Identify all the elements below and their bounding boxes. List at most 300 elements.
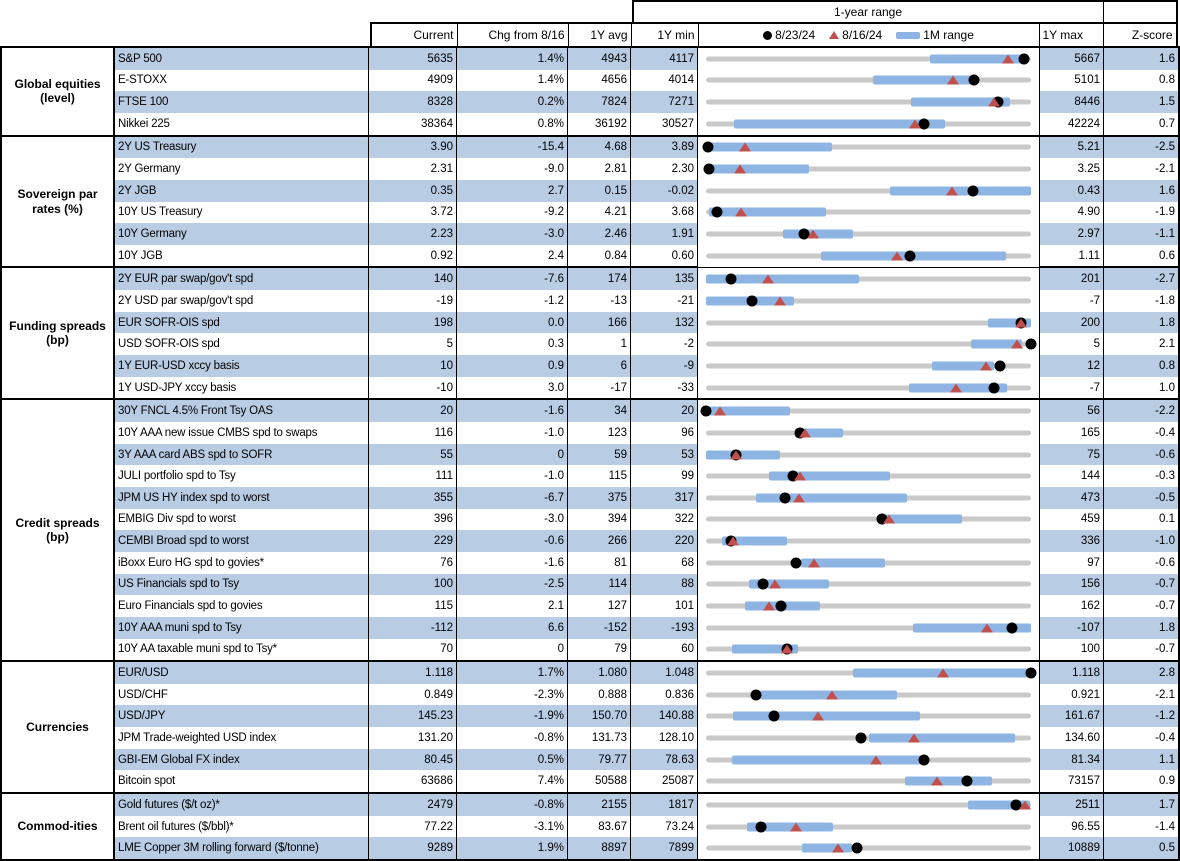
cell-1y-max: -7 (1040, 377, 1104, 399)
cell-1y-max: -107 (1040, 617, 1104, 639)
prior-week-triangle-marker-icon (946, 186, 958, 195)
current-dot-marker-icon (769, 711, 780, 722)
range-chart (698, 617, 1040, 639)
one-month-range-bar (709, 208, 826, 217)
row-name: JPM Trade-weighted USD index (115, 727, 369, 749)
cell-1y-avg: 266 (568, 530, 631, 552)
cell-1y-max: 3.25 (1040, 158, 1104, 180)
range-track-area (706, 312, 1031, 334)
cell-zscore: 1.1 (1104, 749, 1178, 771)
cell-chg-from-8-16: -2.5 (457, 574, 568, 596)
prior-week-triangle-marker-icon (937, 668, 949, 677)
col-header-chg: Chg from 8/16 (458, 22, 569, 46)
cell-zscore: -0.6 (1104, 552, 1178, 574)
prior-week-triangle-marker-icon (799, 428, 811, 437)
cell-1y-avg: 115 (568, 465, 631, 487)
cell-current: 4909 (369, 70, 457, 92)
cell-1y-min: -9 (631, 355, 698, 377)
prior-week-triangle-marker-icon (891, 251, 903, 260)
one-month-range-bar (706, 143, 832, 152)
cell-chg-from-8-16: 2.1 (457, 595, 568, 617)
cell-zscore: 1.6 (1104, 180, 1178, 202)
cell-current: 111 (369, 465, 457, 487)
header-row-columns (116, 22, 1178, 46)
row-name: LME Copper 3M rolling forward ($/tonne) (115, 837, 369, 859)
cell-chg-from-8-16: -0.8% (457, 794, 568, 816)
cell-zscore: 0.9 (1104, 770, 1178, 792)
cell-zscore: -2.1 (1104, 684, 1178, 706)
cell-zscore: -2.7 (1104, 268, 1178, 290)
range-chart (698, 487, 1040, 509)
row-name: Brent oil futures ($/bbl)* (115, 816, 369, 838)
range-track-area (706, 509, 1031, 531)
row-name: Bitcoin spot (115, 770, 369, 792)
cell-zscore: 1.5 (1104, 91, 1178, 113)
cell-current: 5635 (369, 48, 457, 70)
row-name: 2Y USD par swap/gov't spd (115, 290, 369, 312)
cell-1y-max: 2511 (1040, 794, 1104, 816)
row-name: S&P 500 (115, 48, 369, 70)
prior-week-triangle-marker-icon (794, 472, 806, 481)
range-track-area (706, 377, 1031, 399)
range-chart (698, 749, 1040, 771)
row-name: EUR/USD (115, 662, 369, 684)
cell-chg-from-8-16: 0.5% (457, 749, 568, 771)
table-row (115, 312, 1178, 334)
range-track-area (706, 727, 1031, 749)
chart-legend (699, 22, 1040, 46)
range-track-area (706, 202, 1031, 224)
header-spacer (116, 0, 632, 22)
range-chart (698, 180, 1040, 202)
prior-week-triangle-marker-icon (1002, 54, 1014, 63)
one-year-range-track (706, 846, 1031, 851)
cell-zscore: -2.1 (1104, 158, 1178, 180)
col-header-1y-max: 1Y max (1040, 22, 1104, 46)
header-row-range-title (116, 0, 1178, 22)
range-track-area (706, 290, 1031, 312)
cell-current: 355 (369, 487, 457, 509)
cell-1y-min: 20 (631, 400, 698, 422)
row-name: 1Y USD-JPY xccy basis (115, 377, 369, 399)
cell-1y-min: 73.24 (631, 816, 698, 838)
cell-1y-avg: 0.84 (568, 245, 631, 267)
cell-zscore: 1.8 (1104, 617, 1178, 639)
cell-chg-from-8-16: 0 (457, 444, 568, 466)
cell-chg-from-8-16: -0.8% (457, 727, 568, 749)
range-chart (698, 574, 1040, 596)
cell-1y-avg: 8897 (568, 837, 631, 859)
range-chart (698, 113, 1040, 135)
cell-zscore: -1.0 (1104, 530, 1178, 552)
range-chart (698, 70, 1040, 92)
cell-chg-from-8-16: -0.6 (457, 530, 568, 552)
cell-1y-min: 7271 (631, 91, 698, 113)
row-name: 10Y AAA muni spd to Tsy (115, 617, 369, 639)
range-chart (698, 509, 1040, 531)
cell-zscore: -0.4 (1104, 422, 1178, 444)
range-track-area (706, 400, 1031, 422)
cell-1y-avg: 4.68 (568, 137, 631, 159)
cell-current: 0.35 (369, 180, 457, 202)
prior-week-triangle-marker-icon (763, 602, 775, 611)
cell-zscore: -0.4 (1104, 727, 1178, 749)
cell-chg-from-8-16: 1.9% (457, 837, 568, 859)
cell-zscore: 0.5 (1104, 837, 1178, 859)
cell-zscore: 0.1 (1104, 509, 1178, 531)
current-dot-marker-icon (1019, 53, 1030, 64)
cell-1y-min: 1817 (631, 794, 698, 816)
table-body (0, 46, 1180, 861)
cell-1y-max: 459 (1040, 509, 1104, 531)
table-row (115, 617, 1178, 639)
row-name: Euro Financials spd to govies (115, 595, 369, 617)
cell-1y-max: 73157 (1040, 770, 1104, 792)
cell-current: 2.31 (369, 158, 457, 180)
section-rows (115, 48, 1178, 135)
cell-1y-avg: 79 (568, 639, 631, 661)
cell-current: 3.90 (369, 137, 457, 159)
cell-chg-from-8-16: -1.6 (457, 400, 568, 422)
cell-1y-max: 81.34 (1040, 749, 1104, 771)
cell-1y-min: 25087 (631, 770, 698, 792)
range-chart (698, 770, 1040, 792)
cell-1y-min: 317 (631, 487, 698, 509)
cell-1y-max: 4.90 (1040, 202, 1104, 224)
cell-1y-min: 88 (631, 574, 698, 596)
cell-1y-avg: 1.080 (568, 662, 631, 684)
cell-current: 70 (369, 639, 457, 661)
cell-1y-max: 1.118 (1040, 662, 1104, 684)
cell-current: 229 (369, 530, 457, 552)
cell-1y-min: 1.048 (631, 662, 698, 684)
row-name: USD/CHF (115, 684, 369, 706)
range-chart (698, 290, 1040, 312)
triangle-marker-icon (829, 31, 839, 39)
cell-1y-min: 322 (631, 509, 698, 531)
prior-week-triangle-marker-icon (980, 361, 992, 370)
cell-1y-max: 156 (1040, 574, 1104, 596)
cell-1y-avg: 2.81 (568, 158, 631, 180)
cell-chg-from-8-16: 0.8% (457, 113, 568, 135)
prior-week-triangle-marker-icon (781, 645, 793, 654)
table-row (115, 770, 1178, 792)
range-track-area (706, 705, 1031, 727)
cell-zscore: -1.4 (1104, 816, 1178, 838)
range-chart (698, 333, 1040, 355)
table-row (115, 70, 1178, 92)
cell-chg-from-8-16: 2.4 (457, 245, 568, 267)
cell-1y-min: 7899 (631, 837, 698, 859)
cell-chg-from-8-16: 6.6 (457, 617, 568, 639)
cell-1y-max: 97 (1040, 552, 1104, 574)
cell-current: 140 (369, 268, 457, 290)
cell-current: 0.92 (369, 245, 457, 267)
cell-1y-max: 200 (1040, 312, 1104, 334)
cell-1y-min: 140.88 (631, 705, 698, 727)
table-row (115, 48, 1178, 70)
range-track-area (706, 794, 1031, 816)
prior-week-triangle-marker-icon (734, 165, 746, 174)
range-chart (698, 48, 1040, 70)
cell-chg-from-8-16: 0.3 (457, 333, 568, 355)
row-name: 2Y EUR par swap/gov't spd (115, 268, 369, 290)
current-dot-marker-icon (758, 579, 769, 590)
table-row (115, 530, 1178, 552)
current-dot-marker-icon (968, 185, 979, 196)
range-chart (698, 552, 1040, 574)
row-name: 2Y JGB (115, 180, 369, 202)
cell-current: 198 (369, 312, 457, 334)
cell-1y-min: 0.60 (631, 245, 698, 267)
range-chart (698, 422, 1040, 444)
cell-1y-max: 5.21 (1040, 137, 1104, 159)
row-name: iBoxx Euro HG spd to govies* (115, 552, 369, 574)
cell-1y-min: 30527 (631, 113, 698, 135)
prior-week-triangle-marker-icon (826, 690, 838, 699)
current-dot-marker-icon (904, 250, 915, 261)
cell-1y-min: 2.30 (631, 158, 698, 180)
cell-chg-from-8-16: 1.4% (457, 48, 568, 70)
cell-1y-avg: 34 (568, 400, 631, 422)
cell-1y-min: -33 (631, 377, 698, 399)
table-section (2, 48, 1178, 135)
row-name: 2Y US Treasury (115, 137, 369, 159)
table-row (115, 727, 1178, 749)
row-name: JULI portfolio spd to Tsy (115, 465, 369, 487)
cell-current: 115 (369, 595, 457, 617)
range-chart (698, 312, 1040, 334)
header-name-spacer (116, 22, 370, 46)
cell-1y-avg: 375 (568, 487, 631, 509)
cell-1y-min: 1.91 (631, 223, 698, 245)
cell-current: 77.22 (369, 816, 457, 838)
col-header-zscore: Z-score (1104, 22, 1178, 46)
cell-1y-max: 75 (1040, 444, 1104, 466)
current-dot-marker-icon (711, 207, 722, 218)
cell-1y-min: 128.10 (631, 727, 698, 749)
legend-dot-label: 8/23/24 (775, 28, 816, 42)
cell-current: 10 (369, 355, 457, 377)
cell-zscore: 1.6 (1104, 48, 1178, 70)
row-name: 10Y Germany (115, 223, 369, 245)
range-chart (698, 91, 1040, 113)
cell-1y-avg: 4.21 (568, 202, 631, 224)
table-row (115, 245, 1178, 267)
cell-current: 8328 (369, 91, 457, 113)
range-chart (698, 245, 1040, 267)
row-name: EUR SOFR-OIS spd (115, 312, 369, 334)
row-name: GBI-EM Global FX index (115, 749, 369, 771)
cell-1y-avg: 4943 (568, 48, 631, 70)
cell-zscore: -0.7 (1104, 595, 1178, 617)
cell-1y-avg: -13 (568, 290, 631, 312)
cell-chg-from-8-16: -1.6 (457, 552, 568, 574)
range-track-area (706, 355, 1031, 377)
cell-1y-min: 220 (631, 530, 698, 552)
section-label: Commod-ities (2, 794, 115, 859)
table-row (115, 837, 1178, 859)
prior-week-triangle-marker-icon (832, 844, 844, 853)
cell-1y-min: 99 (631, 465, 698, 487)
cell-current: 1.118 (369, 662, 457, 684)
section-rows (115, 794, 1178, 859)
cell-1y-max: 56 (1040, 400, 1104, 422)
table-row (115, 91, 1178, 113)
section-rows (115, 400, 1178, 660)
table-row (115, 223, 1178, 245)
row-name: EMBIG Div spd to worst (115, 509, 369, 531)
range-title: 1-year range (632, 0, 1104, 22)
one-year-range-track (706, 517, 1031, 522)
cell-zscore: -1.1 (1104, 223, 1178, 245)
cell-zscore: -0.3 (1104, 465, 1178, 487)
cell-1y-min: 4117 (631, 48, 698, 70)
cell-1y-avg: 81 (568, 552, 631, 574)
cell-1y-max: 1.11 (1040, 245, 1104, 267)
range-track-area (706, 617, 1031, 639)
prior-week-triangle-marker-icon (807, 230, 819, 239)
cell-1y-max: 0.43 (1040, 180, 1104, 202)
cell-1y-min: -21 (631, 290, 698, 312)
cell-zscore: 0.7 (1104, 113, 1178, 135)
cell-1y-max: 5667 (1040, 48, 1104, 70)
row-name: E-STOXX (115, 70, 369, 92)
range-track-area (706, 180, 1031, 202)
cell-1y-min: -2 (631, 333, 698, 355)
range-track-area (706, 70, 1031, 92)
prior-week-triangle-marker-icon (730, 450, 742, 459)
cell-chg-from-8-16: 1.4% (457, 70, 568, 92)
cell-current: 9289 (369, 837, 457, 859)
cell-1y-min: 101 (631, 595, 698, 617)
cell-1y-avg: 2155 (568, 794, 631, 816)
range-track-area (706, 487, 1031, 509)
range-track-area (706, 223, 1031, 245)
cell-zscore: 1.0 (1104, 377, 1178, 399)
cell-1y-max: 473 (1040, 487, 1104, 509)
cell-chg-from-8-16: -3.0 (457, 509, 568, 531)
one-month-range-bar (732, 755, 927, 764)
cell-zscore: 1.8 (1104, 312, 1178, 334)
zscore-top-cell (1104, 0, 1178, 22)
cell-1y-max: 5 (1040, 333, 1104, 355)
prior-week-triangle-marker-icon (909, 119, 921, 128)
cell-1y-avg: 36192 (568, 113, 631, 135)
cell-1y-avg: 174 (568, 268, 631, 290)
current-dot-marker-icon (775, 601, 786, 612)
col-header-1y-min: 1Y min (632, 22, 699, 46)
prior-week-triangle-marker-icon (714, 407, 726, 416)
one-year-range-track (706, 320, 1031, 325)
cell-chg-from-8-16: -15.4 (457, 137, 568, 159)
section-rows (115, 662, 1178, 792)
prior-week-triangle-marker-icon (1011, 340, 1023, 349)
prior-week-triangle-marker-icon (988, 98, 1000, 107)
range-chart (698, 465, 1040, 487)
range-track-area (706, 465, 1031, 487)
cell-current: 2.23 (369, 223, 457, 245)
cell-1y-min: 4014 (631, 70, 698, 92)
range-chart (698, 223, 1040, 245)
cell-current: 76 (369, 552, 457, 574)
table-row (115, 202, 1178, 224)
cell-zscore: 0.6 (1104, 245, 1178, 267)
range-track-area (706, 444, 1031, 466)
cell-1y-max: 144 (1040, 465, 1104, 487)
range-track-area (706, 574, 1031, 596)
cell-1y-avg: 114 (568, 574, 631, 596)
range-chart (698, 837, 1040, 859)
range-track-area (706, 422, 1031, 444)
cell-current: -112 (369, 617, 457, 639)
prior-week-triangle-marker-icon (739, 143, 751, 152)
cell-1y-max: 162 (1040, 595, 1104, 617)
prior-week-triangle-marker-icon (931, 777, 943, 786)
cell-1y-max: 161.67 (1040, 705, 1104, 727)
cell-chg-from-8-16: 0.2% (457, 91, 568, 113)
cell-1y-max: 5101 (1040, 70, 1104, 92)
range-chart (698, 530, 1040, 552)
table-row (115, 595, 1178, 617)
range-track-area (706, 662, 1031, 684)
cell-1y-avg: 79.77 (568, 749, 631, 771)
section-label: Credit spreads (bp) (2, 400, 115, 660)
row-name: Nikkei 225 (115, 113, 369, 135)
row-name: 10Y AAA new issue CMBS spd to swaps (115, 422, 369, 444)
current-dot-marker-icon (704, 164, 715, 175)
table-row (115, 639, 1178, 661)
cell-1y-min: 78.63 (631, 749, 698, 771)
prior-week-triangle-marker-icon (981, 623, 993, 632)
prior-week-triangle-marker-icon (735, 208, 747, 217)
table-row (115, 509, 1178, 531)
table-row (115, 487, 1178, 509)
cell-chg-from-8-16: -1.2 (457, 290, 568, 312)
cell-1y-max: 10889 (1040, 837, 1104, 859)
table-section (2, 660, 1178, 792)
legend-bar-label: 1M range (923, 28, 974, 42)
cell-zscore: -0.5 (1104, 487, 1178, 509)
range-chart (698, 794, 1040, 816)
cell-1y-avg: 123 (568, 422, 631, 444)
table-row (115, 137, 1178, 159)
row-name: 10Y JGB (115, 245, 369, 267)
cell-current: 0.849 (369, 684, 457, 706)
section-rows (115, 137, 1178, 267)
cell-zscore: 0.8 (1104, 70, 1178, 92)
one-month-range-bar (733, 712, 921, 721)
table-row (115, 290, 1178, 312)
dot-marker-icon (763, 31, 772, 40)
cell-1y-max: 0.921 (1040, 684, 1104, 706)
prior-week-triangle-marker-icon (883, 515, 895, 524)
range-track-area (706, 816, 1031, 838)
table-row (115, 113, 1178, 135)
cell-zscore: 1.7 (1104, 794, 1178, 816)
one-month-range-bar (706, 450, 780, 459)
legend-item-dot (763, 28, 815, 42)
cell-current: 131.20 (369, 727, 457, 749)
range-chart (698, 684, 1040, 706)
range-chart (698, 202, 1040, 224)
cell-zscore: -0.6 (1104, 444, 1178, 466)
cell-1y-min: 60 (631, 639, 698, 661)
cell-current: 38364 (369, 113, 457, 135)
cell-1y-avg: 2.46 (568, 223, 631, 245)
current-dot-marker-icon (750, 689, 761, 700)
table-row (115, 444, 1178, 466)
